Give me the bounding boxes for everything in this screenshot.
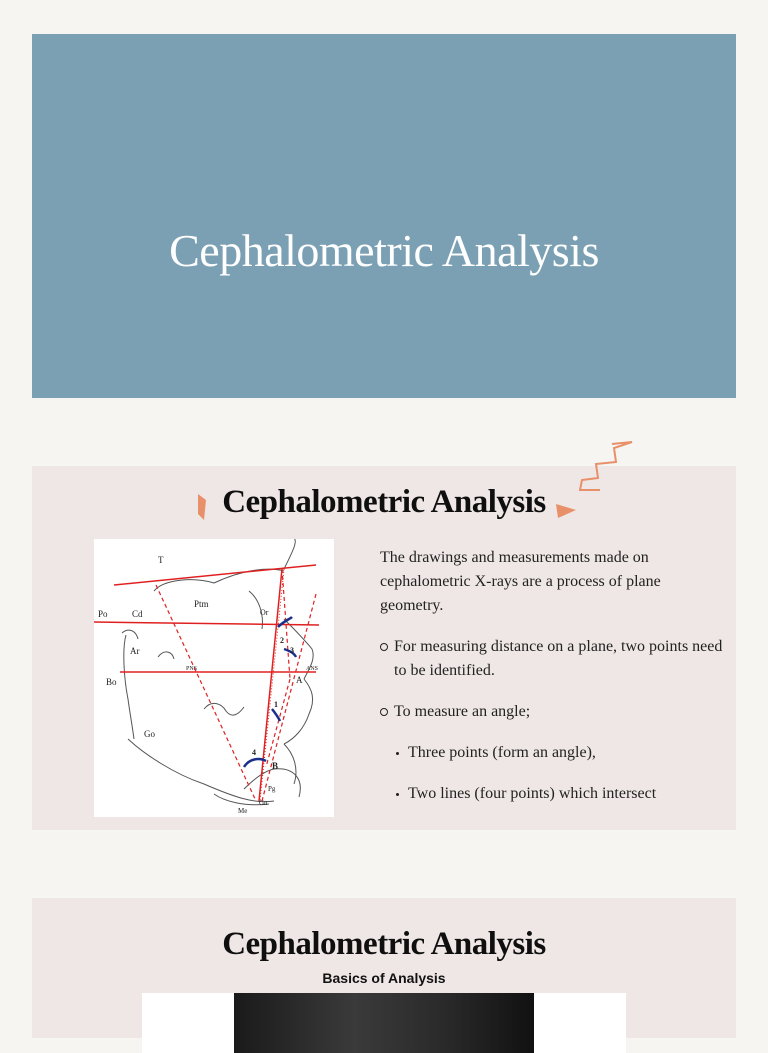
sub-bullet-three-points: Three points (form an angle),	[380, 741, 725, 765]
intro-paragraph: The drawings and measurements made on cephalometric X-rays are a process of plane geometry.	[380, 549, 661, 614]
label-me: Me	[238, 807, 248, 815]
bullet-angle: To measure an angle;	[380, 700, 725, 724]
xray-image	[142, 993, 626, 1053]
label-angle-3: 3	[290, 646, 294, 655]
label-or: Or	[260, 608, 269, 617]
slide-title: Cephalometric Analysis	[169, 225, 599, 276]
label-po: Po	[98, 609, 108, 619]
cephalometric-diagram	[94, 539, 334, 817]
label-cd: Cd	[132, 609, 143, 619]
label-ans: ANS	[306, 666, 319, 672]
label-pg: Pg	[268, 785, 276, 793]
label-go: Go	[144, 729, 155, 739]
label-b: B	[272, 761, 279, 771]
label-t: T	[158, 555, 164, 565]
xray-film	[234, 993, 534, 1053]
slide-title: Cephalometric Analysis	[222, 484, 546, 520]
slide-body	[380, 546, 725, 823]
label-ar: Ar	[130, 646, 140, 656]
bullet-distance: For measuring distance on a plane, two points need to be identified.	[380, 635, 725, 683]
label-angle-2: 2	[280, 636, 284, 645]
label-gn: Gn	[259, 799, 268, 807]
title-slide	[32, 34, 736, 398]
content-slide	[32, 466, 736, 830]
slide-subtitle: Basics of Analysis	[322, 970, 446, 986]
content-slide-basics	[32, 898, 736, 1038]
label-angle-4: 4	[252, 748, 256, 757]
label-ptm: Ptm	[194, 599, 209, 609]
label-a: A	[296, 675, 303, 685]
label-bo: Bo	[106, 677, 117, 687]
slide-title: Cephalometric Analysis	[222, 926, 546, 962]
label-pns: PNS	[186, 666, 198, 672]
label-angle-1: 1	[274, 700, 278, 709]
sub-bullet-two-lines: Two lines (four points) which intersect	[380, 782, 725, 806]
